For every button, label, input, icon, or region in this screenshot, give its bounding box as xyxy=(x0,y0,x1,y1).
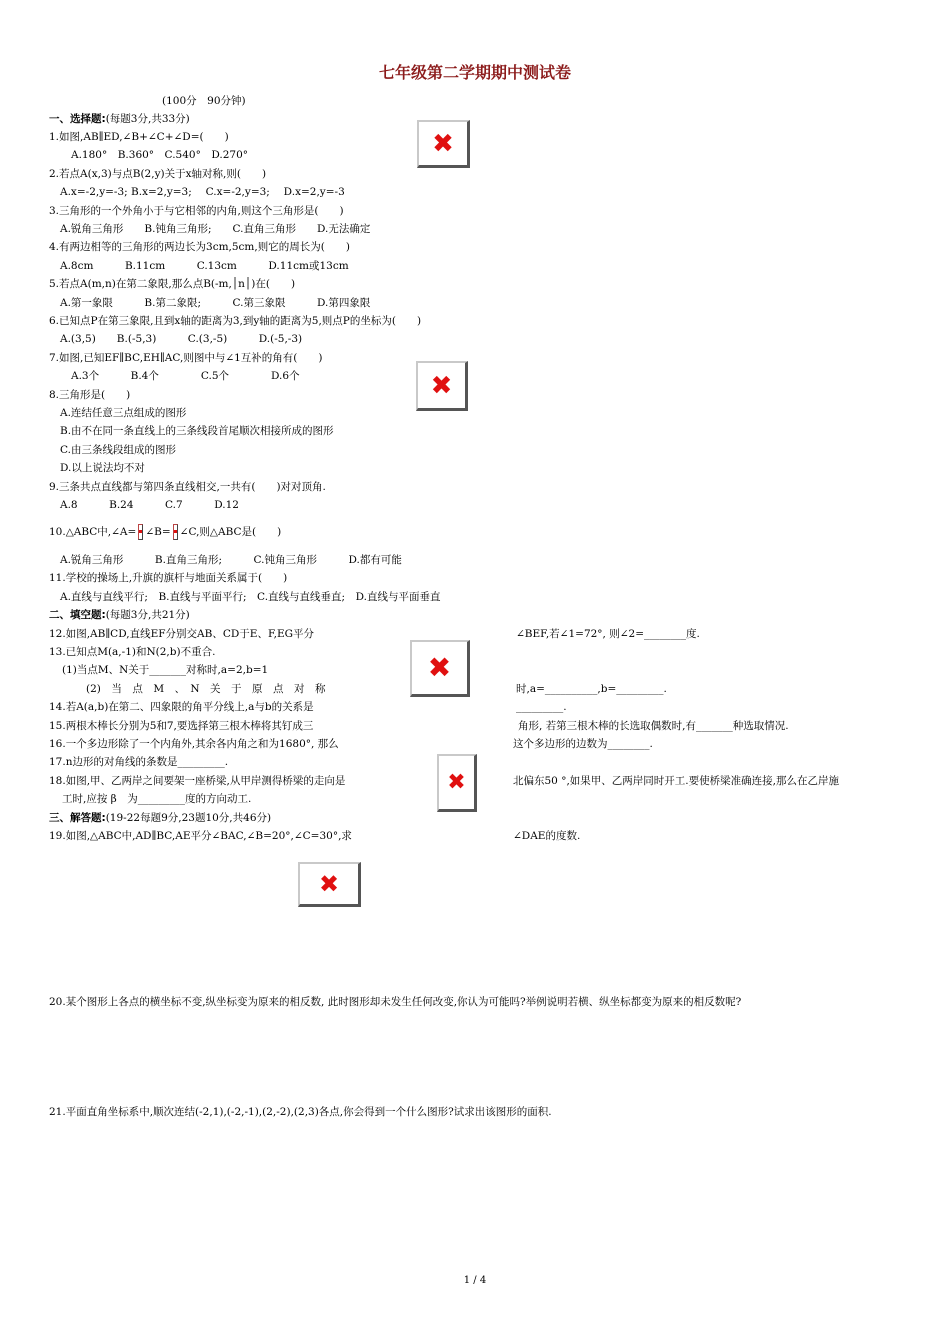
missing-image-figure xyxy=(416,361,468,411)
option-line: D.以上说法均不对 xyxy=(60,462,145,474)
missing-image-figure xyxy=(437,754,477,812)
question-line: _________. xyxy=(516,701,567,713)
missing-image-figure xyxy=(298,862,361,907)
section-note: (19-22每题9分,23题10分,共46分) xyxy=(105,812,272,824)
section-heading-choice xyxy=(49,112,190,126)
option-line: A.x=-2,y=-3; B.x=2,y=3; C.x=-2,y=3; D.x=2,y=-3 xyxy=(60,186,345,198)
question-line: 11.学校的操场上,升旗的旗杆与地面关系属于( ) xyxy=(49,572,288,584)
section-label: 三、解答题: xyxy=(49,812,106,824)
question-line: 1.如图,AB∥ED,∠B+∠C+∠D=( ) xyxy=(49,131,229,143)
section-heading-fill xyxy=(49,608,190,622)
question-line: 7.如图,已知EF∥BC,EH∥AC,则图中与∠1互补的角有( ) xyxy=(49,352,323,364)
option-line: A.(3,5) B.(-5,3) C.(3,-5) D.(-5,-3) xyxy=(60,333,303,345)
question-line: 6.已知点P在第三象限,且到x轴的距离为3,到y轴的距离为5,则点P的坐标为( ) xyxy=(49,315,422,327)
option-line: A.连结任意三点组成的图形 xyxy=(60,407,187,419)
section-label: 一、选择题: xyxy=(49,113,106,125)
option-line: A.第一象限 B.第二象限; C.第三象限 D.第四象限 xyxy=(60,297,371,309)
broken-image-icon: ✖ xyxy=(447,769,466,795)
page-subtitle: (100分 90分钟) xyxy=(162,95,246,107)
question-10 xyxy=(49,524,281,540)
section-heading-answer xyxy=(49,811,271,825)
question-line: 19.如图,△ABC中,AD∥BC,AE平分∠BAC,∠B=20°,∠C=30°,求 xyxy=(49,830,352,842)
option-line: A.锐角三角形 B.直角三角形; C.钝角三角形 D.都有可能 xyxy=(60,554,402,566)
question-line: 3.三角形的一个外角小于与它相邻的内角,则这个三角形是( ) xyxy=(49,205,344,217)
question-line: 4.有两边相等的三角形的两边长为3cm,5cm,则它的周长为( ) xyxy=(49,241,350,253)
question-line: 8.三角形是( ) xyxy=(49,389,131,401)
option-line: C.由三条线段组成的图形 xyxy=(60,444,176,456)
question-line: ∠DAE的度数. xyxy=(513,830,581,842)
question-line: (2) 当 点 M 、 N 关 于 原 点 对 称 xyxy=(86,683,326,695)
question-line: 17.n边形的对角线的条数是_________. xyxy=(49,756,229,768)
page-number: 1 / 4 xyxy=(463,1275,487,1286)
section-label: 二、填空题: xyxy=(49,609,106,621)
section-note: (每题3分,共21分) xyxy=(105,609,190,621)
missing-image-icon xyxy=(138,524,143,540)
question-text: ∠B= xyxy=(145,526,171,538)
broken-image-icon: ✖ xyxy=(318,870,340,898)
broken-image-icon: ✖ xyxy=(427,651,452,684)
question-line: 时,a=__________,b=_________. xyxy=(516,683,667,695)
question-line: 工时,应按 β 为_________度的方向动工. xyxy=(62,793,252,805)
broken-image-icon: ✖ xyxy=(432,128,454,159)
broken-image-icon: ✖ xyxy=(430,370,453,401)
missing-image-icon xyxy=(173,524,178,540)
page-title: 七年级第二学期期中测试卷 xyxy=(378,63,571,82)
question-line: 21.平面直角坐标系中,顺次连结(-2,1),(-2,-1),(2,-2),(2,3)各点,你会得到一个什么图形?试求出该图形的面积. xyxy=(49,1106,552,1118)
section-note: (每题3分,共33分) xyxy=(105,113,190,125)
question-line: ∠BEF,若∠1=72°, 则∠2=________度. xyxy=(516,628,700,640)
question-line: 角形, 若第三根木棒的长选取偶数时,有_______种选取情况. xyxy=(518,720,789,732)
question-line: 北偏东50 °,如果甲、乙两岸同时开工.要使桥梁准确连接,那么在乙岸施 xyxy=(513,775,839,787)
missing-image-figure xyxy=(417,120,470,168)
question-line: 5.若点A(m,n)在第二象限,那么点B(-m,│n│)在( ) xyxy=(49,278,296,290)
option-line: A.直线与直线平行; B.直线与平面平行; C.直线与直线垂直; D.直线与平面垂直 xyxy=(60,591,441,603)
question-line: 14.若A(a,b)在第二、四象限的角平分线上,a与b的关系是 xyxy=(49,701,314,713)
question-line: 16.一个多边形除了一个内角外,其余各内角之和为1680°, 那么 xyxy=(49,738,339,750)
option-line: A.180° B.360° C.540° D.270° xyxy=(71,149,249,161)
option-line: A.8 B.24 C.7 D.12 xyxy=(60,499,239,511)
missing-image-figure xyxy=(410,640,470,697)
question-line: 9.三条共点直线都与第四条直线相交,一共有( )对对顶角. xyxy=(49,481,326,493)
question-text: 10.△ABC中,∠A= xyxy=(49,526,137,538)
question-text: ∠C,则△ABC是( ) xyxy=(179,526,282,538)
question-line: 13.已知点M(a,-1)和N(2,b)不重合. xyxy=(49,646,216,658)
option-line: A.8cm B.11cm C.13cm D.11cm或13cm xyxy=(60,260,349,272)
question-line: (1)当点M、N关于_______对称时,a=2,b=1 xyxy=(62,664,269,676)
option-line: B.由不在同一条直线上的三条线段首尾顺次相接所成的图形 xyxy=(60,425,334,437)
option-line: A.锐角三角形 B.钝角三角形; C.直角三角形 D.无法确定 xyxy=(60,223,371,235)
option-line: A.3个 B.4个 C.5个 D.6个 xyxy=(71,370,300,382)
question-line: 18.如图,甲、乙两岸之间要架一座桥梁,从甲岸测得桥梁的走向是 xyxy=(49,775,346,787)
question-line: 12.如图,AB∥CD,直线EF分别交AB、CD于E、F,EG平分 xyxy=(49,628,315,640)
question-line: 这个多边形的边数为________. xyxy=(513,738,653,750)
question-line: 20.某个图形上各点的横坐标不变,纵坐标变为原来的相反数, 此时图形却未发生任何改变,你认为可能吗?举例说明若横、纵坐标都变为原来的相反数呢? xyxy=(49,996,742,1008)
question-line: 2.若点A(x,3)与点B(2,y)关于x轴对称,则( ) xyxy=(49,168,267,180)
question-line: 15.两根木棒长分别为5和7,要选择第三根木棒将其钉成三 xyxy=(49,720,314,732)
